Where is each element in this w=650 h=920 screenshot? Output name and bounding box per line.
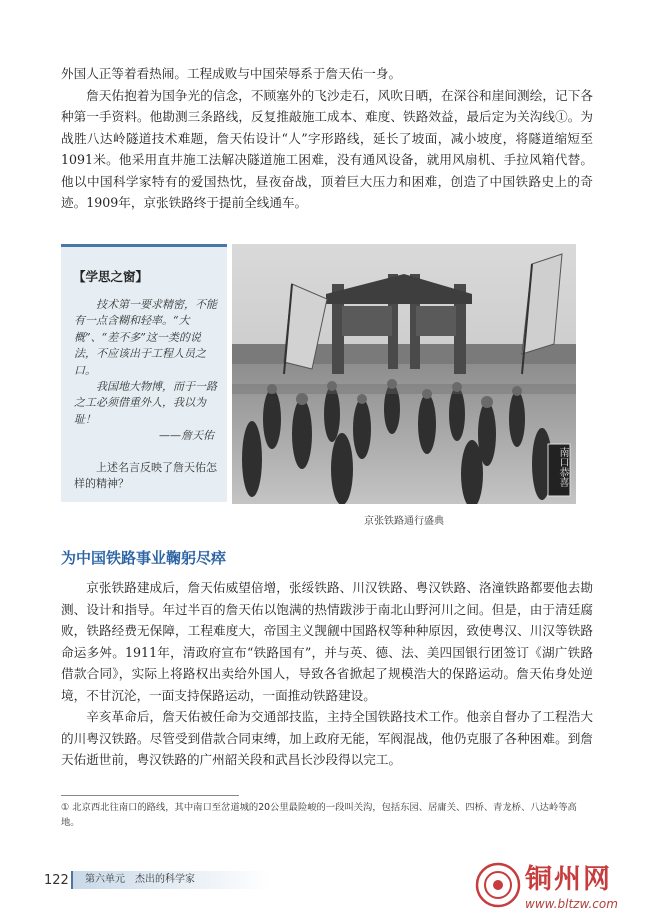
section-heading: 为中国铁路事业鞠躬尽瘁	[61, 549, 227, 567]
watermark-text: 铜州网	[525, 864, 612, 895]
body-text-line: 外国人正等着看热闹。工程成败与中国荣辱系于詹天佑一身。	[61, 66, 402, 81]
study-window-sidebar	[61, 244, 227, 502]
footnote-divider	[61, 795, 239, 796]
unit-label: 第六单元 杰出的科学家	[71, 871, 271, 889]
page-number: 122	[44, 873, 69, 888]
photo-stamp: 南口恭喜	[557, 447, 568, 487]
sidebar-quotes	[74, 297, 220, 445]
sidebar-question: 上述名言反映了詹天佑怎样的精神？	[74, 461, 217, 490]
historical-photo	[232, 244, 576, 504]
photo-illustration	[232, 244, 576, 504]
body-text-paragraph: 辛亥革命后，詹天佑被任命为交通部技监，主持全国铁路技术工作。他亲自督办了工程浩大的川粤汉铁路。尽管受到借款合同束缚，加上政府无能，军阀混战，他仍克服了各种困难。到詹天佑逝世前，粤汉铁路的广州韶关段和武昌长沙段得以完工。	[61, 709, 593, 767]
seal-icon	[474, 861, 522, 909]
sidebar-quote: 我国地大物博，而于一路之工必须借重外人，我以为耻！	[74, 380, 217, 426]
body-text-paragraph: 詹天佑抱着为国争光的信念，不顾塞外的飞沙走石，风吹日晒，在深谷和崖间测绘，记下各种第一手资料。他勘测三条路线，反复推敲施工成本、难度、铁路效益，最后定为关沟线①。为战胜八达岭隧道技术难题，詹天佑设计“人”字形路线，延长了坡面，减小坡度，将隧道缩短至1091米。他采用直井施工法解决隧道施工困难，没有通风设备，就用风扇机、手拉风箱代替。他以中国科学家特有的爱国热忱，昼夜奋战，顶着巨大压力和困难，创造了中国铁路史上的奇迹。1909年，京张铁路终于提前全线通车。	[61, 87, 593, 210]
body-paragraph-top	[61, 63, 593, 214]
site-watermark	[470, 855, 640, 917]
sidebar-attribution: ——詹天佑	[159, 429, 214, 443]
footnote: ① 北京西北往南口的路线，其中南口至岔道城的20公里最险峻的一段叫关沟，包括东园、居庸关、四桥、青龙桥、八达岭等高地。	[61, 802, 577, 828]
body-text-paragraph: 京张铁路建成后，詹天佑威望倍增，张绥铁路、川汉铁路、粤汉铁路、洛潼铁路都要他去勘测、设计和指导。年过半百的詹天佑以饱满的热情跋涉于南北山野河川之间。但是，由于清廷腐败，铁路经费无保障，工程难度大，帝国主义觊觎中国路权等种种原因，致使粤汉、川汉等铁路命运多舛。1911年，清政府宣布“铁路国有”，并与英、德、法、美四国银行团签订《湖广铁路借款合同》，实际上将路权出卖给外国人，导致各省掀起了规模浩大的保路运动。詹天佑身处逆境，不甘沉沦，一面支持保路运动，一面推动铁路建设。	[61, 580, 593, 703]
sidebar-quote: 技术第一要求精密，不能有一点含糊和轻率。“大概”、“差不多”这一类的说法，不应该出于工程人员之口。	[74, 298, 217, 377]
body-paragraph-bottom	[61, 577, 593, 771]
photo-caption: 京张铁路通行盛典	[364, 516, 444, 527]
watermark-url: www.bltzw.com	[525, 897, 618, 911]
sidebar-title: 【学思之窗】	[73, 269, 149, 284]
